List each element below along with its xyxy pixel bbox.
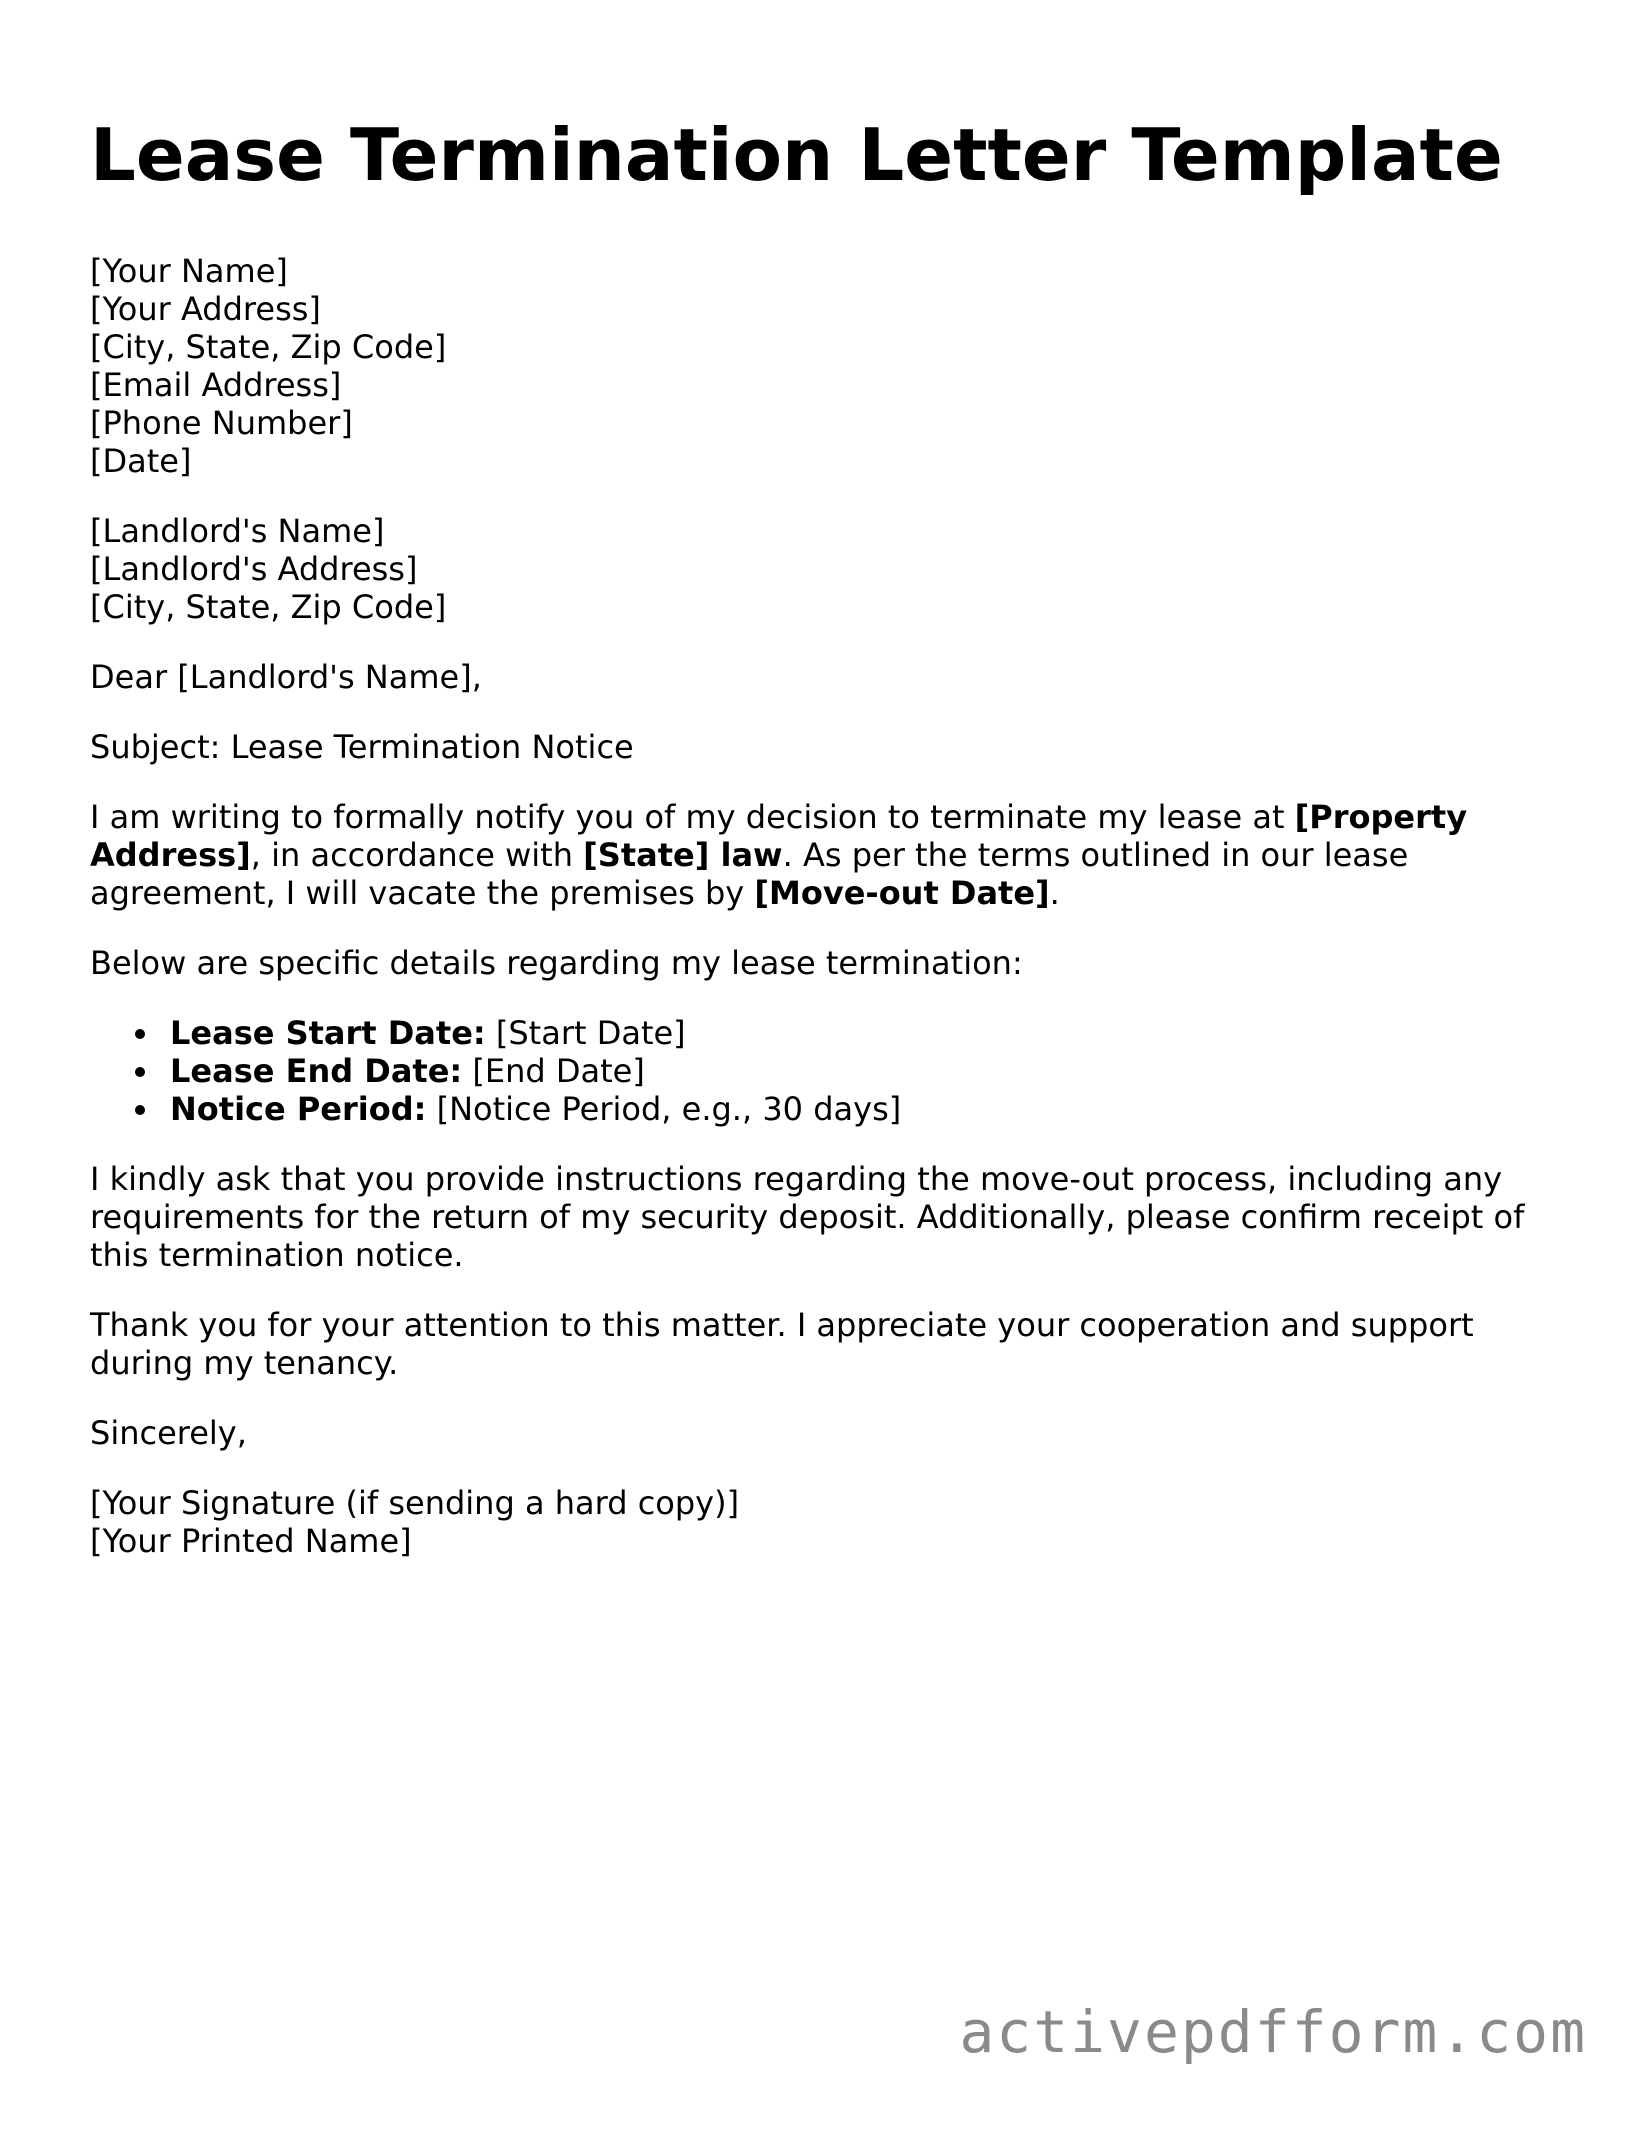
salutation: Dear [Landlord's Name], <box>90 658 482 696</box>
sender-address: [Your Address] <box>90 290 321 328</box>
detail-label: Notice Period: <box>170 1090 427 1128</box>
intro-text-4: . <box>1049 874 1060 912</box>
closing: Sincerely, <box>90 1414 247 1452</box>
letter-page <box>90 110 1570 1560</box>
detail-value: [End Date] <box>462 1052 645 1090</box>
sender-city-state-zip: [City, State, Zip Code] <box>90 328 447 366</box>
detail-label: Lease Start Date: <box>170 1014 486 1052</box>
sender-block <box>90 252 1570 480</box>
sender-phone: [Phone Number] <box>90 404 353 442</box>
thanks-paragraph: Thank you for your attention to this matter. I appreciate your cooperation and support during my tenancy. <box>90 1306 1474 1382</box>
request-paragraph: I kindly ask that you provide instructions regarding the move-out process, including any requirements for the return of my security deposit. Additionally, please confirm receipt of this termination notice. <box>90 1160 1525 1274</box>
recipient-block <box>90 512 1570 626</box>
page-title: Lease Termination Letter Template <box>90 113 1503 197</box>
details-intro: Below are specific details regarding my lease termination: <box>90 944 1023 982</box>
subject-line: Subject: Lease Termination Notice <box>90 728 634 766</box>
letter-date: [Date] <box>90 442 192 480</box>
intro-paragraph <box>90 798 1570 912</box>
sender-email: [Email Address] <box>90 366 342 404</box>
detail-value: [Start Date] <box>485 1014 686 1052</box>
recipient-city-state-zip: [City, State, Zip Code] <box>90 588 447 626</box>
detail-value: [Notice Period, e.g., 30 days] <box>426 1090 902 1128</box>
bullet-icon <box>135 1105 145 1115</box>
intro-text-3: . As per the terms outlined in our lease agreement, I will vacate the premises by <box>90 836 1409 912</box>
recipient-address: [Landlord's Address] <box>90 550 418 588</box>
watermark: activepdfform.com <box>959 1998 1587 2066</box>
intro-text-2: , in accordance with <box>250 836 584 874</box>
intro-text-1: I am writing to formally notify you of my decision to terminate my lease at <box>90 798 1295 836</box>
bullet-icon <box>135 1067 145 1077</box>
list-item <box>170 1052 1570 1090</box>
detail-label: Lease End Date: <box>170 1052 463 1090</box>
property-address-placeholder: [Property Address] <box>90 798 1468 874</box>
move-out-date-placeholder: [Move-out Date] <box>754 874 1050 912</box>
state-law-placeholder: [State] law <box>583 836 783 874</box>
signature-line: [Your Signature (if sending a hard copy)] <box>90 1484 740 1522</box>
details-list <box>90 1014 1570 1128</box>
sender-name: [Your Name] <box>90 252 288 290</box>
recipient-name: [Landlord's Name] <box>90 512 385 550</box>
list-item <box>170 1090 1570 1128</box>
printed-name: [Your Printed Name] <box>90 1522 412 1560</box>
list-item <box>170 1014 1570 1052</box>
signature-block <box>90 1484 1570 1560</box>
bullet-icon <box>135 1029 145 1039</box>
